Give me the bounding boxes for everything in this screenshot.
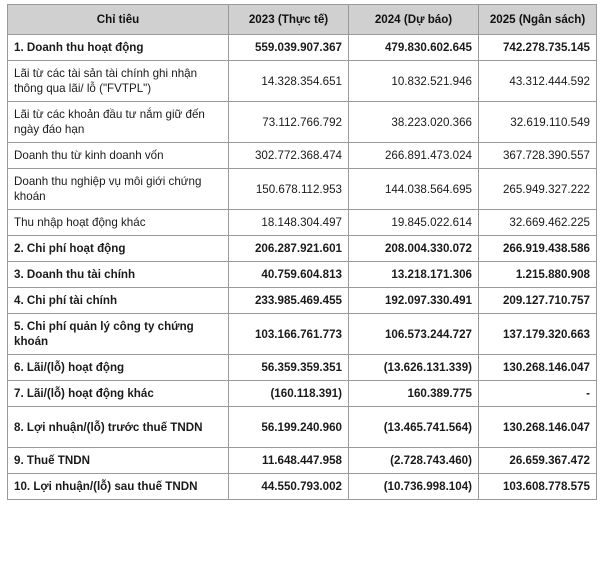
row-label: 2. Chi phí hoạt động bbox=[8, 236, 229, 262]
value-2023: 302.772.368.474 bbox=[229, 143, 349, 169]
table-row bbox=[8, 102, 597, 143]
header-2024: 2024 (Dự báo) bbox=[349, 5, 479, 35]
value-2024: (13.465.741.564) bbox=[349, 407, 479, 448]
value-2025: 137.179.320.663 bbox=[479, 314, 597, 355]
value-2024: (13.626.131.339) bbox=[349, 355, 479, 381]
table-row bbox=[8, 61, 597, 102]
value-2025: 103.608.778.575 bbox=[479, 474, 597, 500]
table-row bbox=[8, 407, 597, 448]
row-label: 8. Lợi nhuận/(lỗ) trước thuế TNDN bbox=[8, 407, 229, 448]
table-body bbox=[8, 35, 597, 500]
row-label: 9. Thuế TNDN bbox=[8, 448, 229, 474]
row-label: 3. Doanh thu tài chính bbox=[8, 262, 229, 288]
value-2024: (2.728.743.460) bbox=[349, 448, 479, 474]
value-2023: 73.112.766.792 bbox=[229, 102, 349, 143]
value-2025: 265.949.327.222 bbox=[479, 169, 597, 210]
table-row bbox=[8, 355, 597, 381]
value-2024: 192.097.330.491 bbox=[349, 288, 479, 314]
value-2024: 160.389.775 bbox=[349, 381, 479, 407]
row-label: 6. Lãi/(lỗ) hoạt động bbox=[8, 355, 229, 381]
table-row bbox=[8, 262, 597, 288]
value-2023: 14.328.354.651 bbox=[229, 61, 349, 102]
value-2024: 19.845.022.614 bbox=[349, 210, 479, 236]
value-2023: 11.648.447.958 bbox=[229, 448, 349, 474]
table-row bbox=[8, 474, 597, 500]
row-label: 10. Lợi nhuận/(lỗ) sau thuế TNDN bbox=[8, 474, 229, 500]
header-2025: 2025 (Ngân sách) bbox=[479, 5, 597, 35]
value-2025: - bbox=[479, 381, 597, 407]
value-2023: 150.678.112.953 bbox=[229, 169, 349, 210]
value-2024: 38.223.020.366 bbox=[349, 102, 479, 143]
row-label: Thu nhập hoạt động khác bbox=[8, 210, 229, 236]
value-2023: 103.166.761.773 bbox=[229, 314, 349, 355]
row-label: 5. Chi phí quản lý công ty chứng khoán bbox=[8, 314, 229, 355]
value-2024: 144.038.564.695 bbox=[349, 169, 479, 210]
value-2025: 130.268.146.047 bbox=[479, 355, 597, 381]
table-row bbox=[8, 314, 597, 355]
table-row bbox=[8, 35, 597, 61]
row-label: 1. Doanh thu hoạt động bbox=[8, 35, 229, 61]
row-label: Doanh thu từ kinh doanh vốn bbox=[8, 143, 229, 169]
value-2024: 266.891.473.024 bbox=[349, 143, 479, 169]
value-2025: 130.268.146.047 bbox=[479, 407, 597, 448]
financial-table bbox=[7, 4, 597, 500]
table-row bbox=[8, 143, 597, 169]
table-row bbox=[8, 210, 597, 236]
value-2023: 56.199.240.960 bbox=[229, 407, 349, 448]
row-label: 4. Chi phí tài chính bbox=[8, 288, 229, 314]
table-row bbox=[8, 169, 597, 210]
value-2023: 56.359.359.351 bbox=[229, 355, 349, 381]
table-row bbox=[8, 381, 597, 407]
value-2025: 367.728.390.557 bbox=[479, 143, 597, 169]
value-2025: 32.619.110.549 bbox=[479, 102, 597, 143]
table-row bbox=[8, 288, 597, 314]
value-2025: 742.278.735.145 bbox=[479, 35, 597, 61]
value-2024: (10.736.998.104) bbox=[349, 474, 479, 500]
header-indicator: Chỉ tiêu bbox=[8, 5, 229, 35]
value-2025: 266.919.438.586 bbox=[479, 236, 597, 262]
value-2025: 209.127.710.757 bbox=[479, 288, 597, 314]
value-2025: 26.659.367.472 bbox=[479, 448, 597, 474]
header-2023: 2023 (Thực tế) bbox=[229, 5, 349, 35]
row-label: Doanh thu nghiệp vụ môi giới chứng khoán bbox=[8, 169, 229, 210]
value-2025: 32.669.462.225 bbox=[479, 210, 597, 236]
value-2025: 43.312.444.592 bbox=[479, 61, 597, 102]
value-2024: 208.004.330.072 bbox=[349, 236, 479, 262]
table-row bbox=[8, 236, 597, 262]
value-2024: 479.830.602.645 bbox=[349, 35, 479, 61]
value-2023: 206.287.921.601 bbox=[229, 236, 349, 262]
value-2024: 10.832.521.946 bbox=[349, 61, 479, 102]
value-2023: 233.985.469.455 bbox=[229, 288, 349, 314]
row-label: Lãi từ các tài sản tài chính ghi nhận thông qua lãi/ lỗ ("FVTPL") bbox=[8, 61, 229, 102]
value-2023: 44.550.793.002 bbox=[229, 474, 349, 500]
value-2025: 1.215.880.908 bbox=[479, 262, 597, 288]
value-2023: 40.759.604.813 bbox=[229, 262, 349, 288]
row-label: Lãi từ các khoản đầu tư nắm giữ đến ngày đáo hạn bbox=[8, 102, 229, 143]
value-2024: 13.218.171.306 bbox=[349, 262, 479, 288]
value-2024: 106.573.244.727 bbox=[349, 314, 479, 355]
row-label: 7. Lãi/(lỗ) hoạt động khác bbox=[8, 381, 229, 407]
header-row bbox=[8, 5, 597, 35]
table-header bbox=[8, 5, 597, 35]
value-2023: 18.148.304.497 bbox=[229, 210, 349, 236]
value-2023: 559.039.907.367 bbox=[229, 35, 349, 61]
value-2023: (160.118.391) bbox=[229, 381, 349, 407]
table-row bbox=[8, 448, 597, 474]
